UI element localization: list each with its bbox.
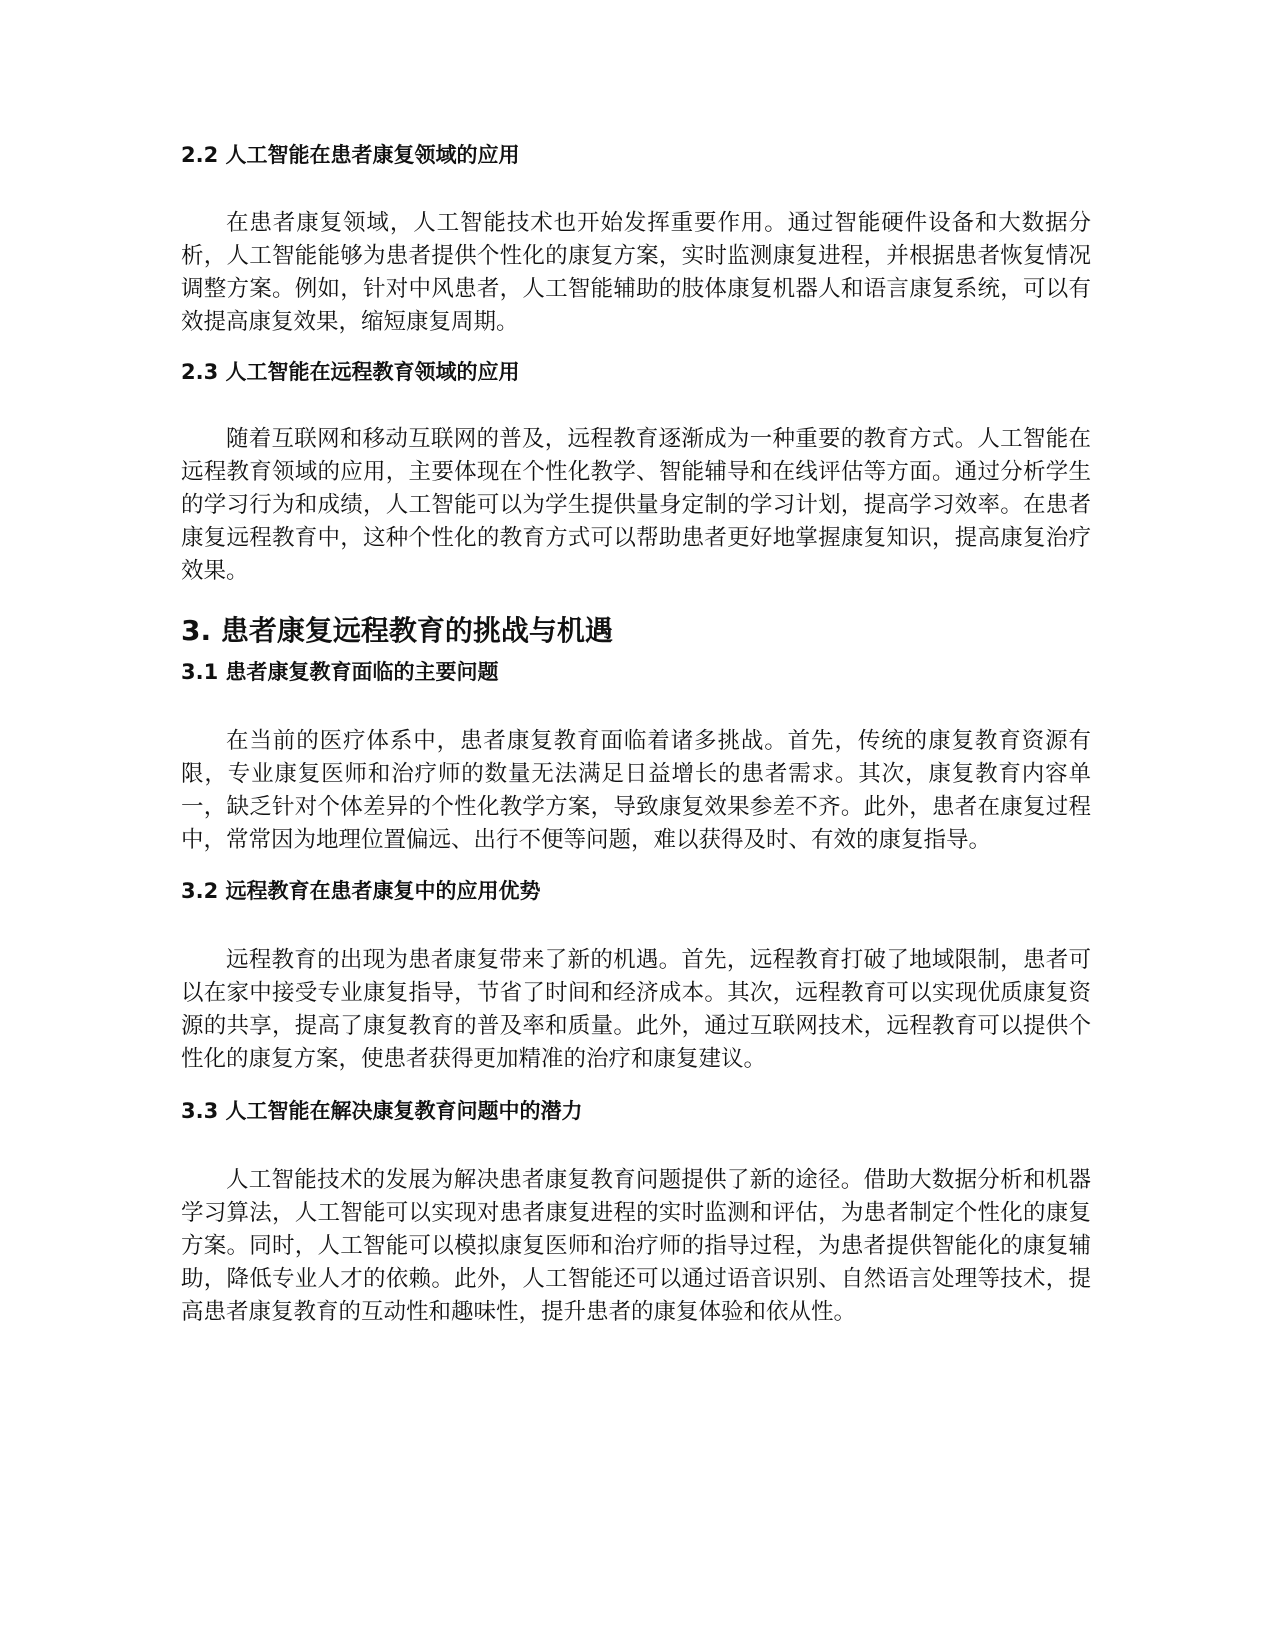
section-paragraph-3-3: 人工智能技术的发展为解决患者康复教育问题提供了新的途径。借助大数据分析和机器学习算法，人工智能可以实现对患者康复进程的实时监测和评估，为患者制定个性化的康复方案。同时，人工智能可以模拟康复医师和治疗师的指导过程，为患者提供智能化的康复辅助，降低专业人才的依赖。此外，人工智能还可以通过语音识别、自然语言处理等技术，提高患者康复教育的互动性和趣味性，提升患者的康复体验和依从性。 — [181, 1167, 1091, 1325]
section-heading-3: 3. 患者康复远程教育的挑战与机遇 — [181, 614, 613, 647]
section-heading-3-2: 3.2 远程教育在患者康复中的应用优势 — [181, 879, 541, 903]
section-paragraph-2-3: 随着互联网和移动互联网的普及，远程教育逐渐成为一种重要的教育方式。人工智能在远程教育领域的应用，主要体现在个性化教学、智能辅导和在线评估等方面。通过分析学生的学习行为和成绩，人工智能可以为学生提供量身定制的学习计划，提高学习效率。在患者康复远程教育中，这种个性化的教育方式可以帮助患者更好地掌握康复知识，提高康复治疗效果。 — [181, 426, 1091, 584]
section-paragraph-3-1: 在当前的医疗体系中，患者康复教育面临着诸多挑战。首先，传统的康复教育资源有限，专业康复医师和治疗师的数量无法满足日益增长的患者需求。其次，康复教育内容单一，缺乏针对个体差异的个性化教学方案，导致康复效果参差不齐。此外，患者在康复过程中，常常因为地理位置偏远、出行不便等问题，难以获得及时、有效的康复指导。 — [181, 728, 1091, 853]
section-heading-3-3: 3.3 人工智能在解决康复教育问题中的潜力 — [181, 1099, 583, 1123]
section-heading-3-1: 3.1 患者康复教育面临的主要问题 — [181, 660, 499, 684]
section-heading-2-3: 2.3 人工智能在远程教育领域的应用 — [181, 360, 520, 384]
document-page — [181, 140, 1091, 1329]
section-heading-2-2: 2.2 人工智能在患者康复领域的应用 — [181, 143, 520, 167]
section-paragraph-2-2: 在患者康复领域，人工智能技术也开始发挥重要作用。通过智能硬件设备和大数据分析，人工智能能够为患者提供个性化的康复方案，实时监测康复进程，并根据患者恢复情况调整方案。例如，针对中风患者，人工智能辅助的肢体康复机器人和语言康复系统，可以有效提高康复效果，缩短康复周期。 — [181, 210, 1091, 335]
section-paragraph-3-2: 远程教育的出现为患者康复带来了新的机遇。首先，远程教育打破了地域限制，患者可以在家中接受专业康复指导，节省了时间和经济成本。其次，远程教育可以实现优质康复资源的共享，提高了康复教育的普及率和质量。此外，通过互联网技术，远程教育可以提供个性化的康复方案，使患者获得更加精准的治疗和康复建议。 — [181, 947, 1091, 1072]
